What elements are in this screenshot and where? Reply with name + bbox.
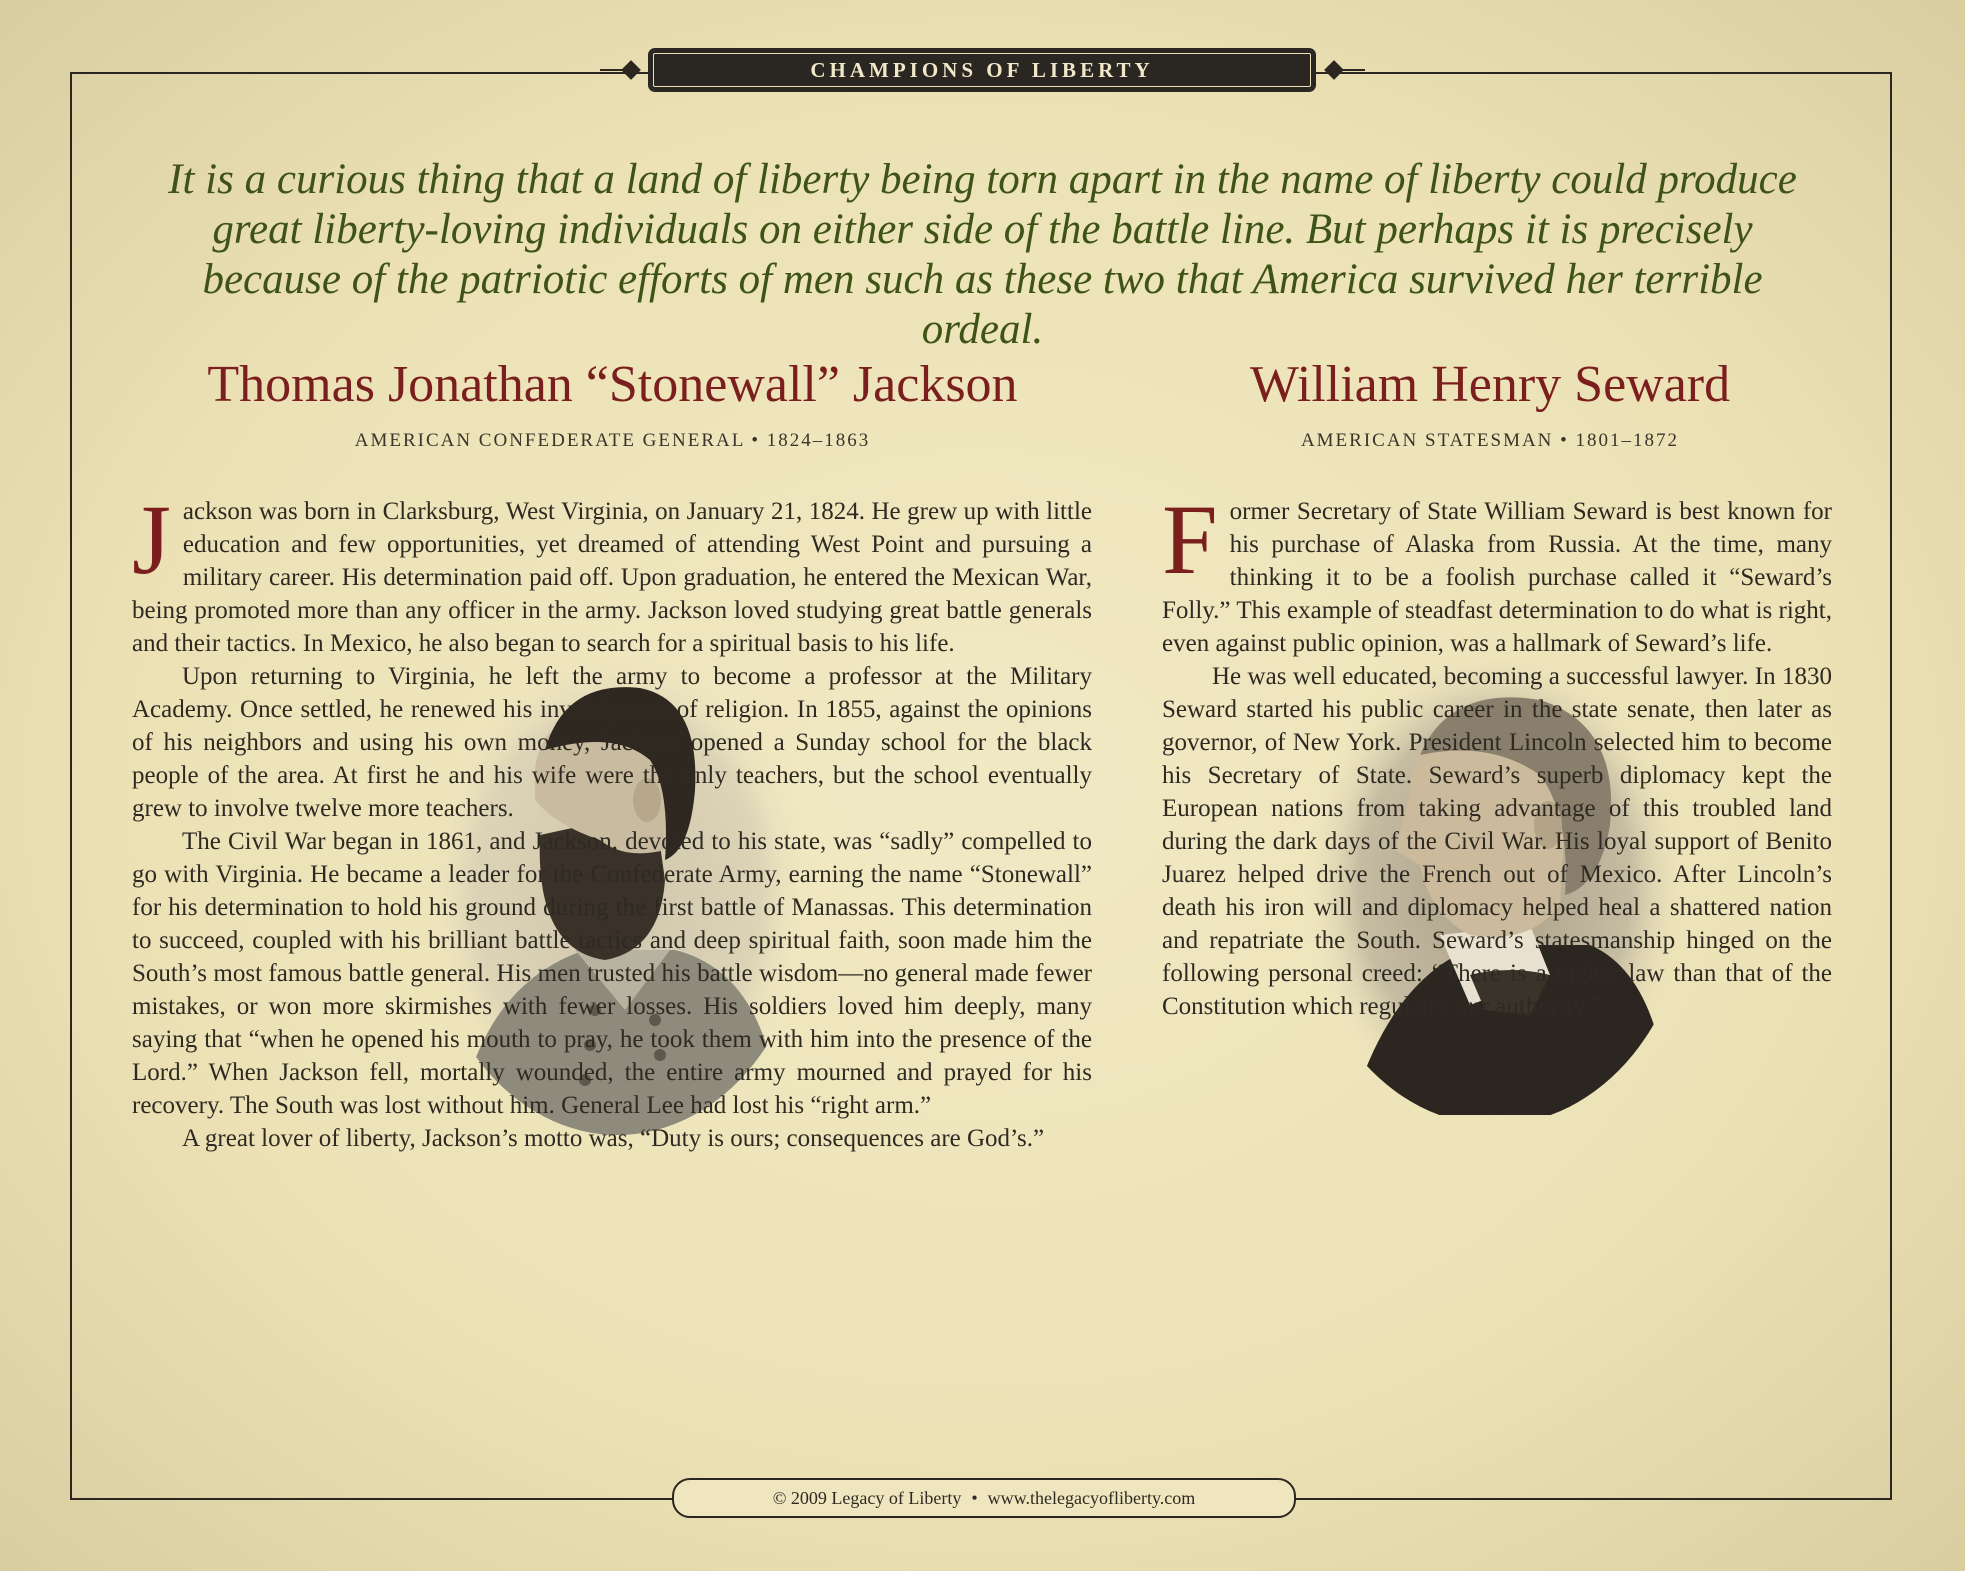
banner-rule-right (1325, 69, 1365, 71)
footer (672, 1478, 1296, 1518)
copyright: © 2009 Legacy of Liberty (772, 1487, 962, 1508)
header-banner (600, 48, 1365, 92)
footer-separator: • (971, 1487, 978, 1508)
banner-plate (648, 48, 1316, 92)
jackson-paragraph-4: A great lover of liberty, Jackson’s motto was, “Duty is ours; consequences are God’s.” (182, 1125, 1045, 1152)
intro-quote: It is a curious thing that a land of liberty being torn apart in the name of liberty could produce great liberty-loving individuals on either side of the battle line. But perhaps it is precisely because of the patriotic efforts of men such as these two that America survived her terrible ordeal. (168, 156, 1797, 353)
seward-subtitle: AMERICAN STATESMAN • 1801–1872 (1300, 430, 1680, 451)
jackson-biography (132, 484, 1092, 1155)
seward-paragraph-2: He was well educated, becoming a successful lawyer. In 1830 Seward started his public career in the state senate, then later as governor, of New York. President Lincoln selected him to become his Secretary of State. Seward’s superb diplomacy kept the European nations from taking advantage of this troubled land during the dark days of the Civil War. His loyal support of Benito Juarez helped drive the French out of Mexico. After Lincoln’s death his iron will and diplomacy helped heal a shattered nation and repatriate the South. Seward’s statesmanship hinged on the following personal creed: “There is a higher law than that of the Constitution which regulates our authority.” (1162, 663, 1832, 1020)
diamond-ornament-icon (621, 60, 641, 80)
seward-paragraph-1 (1162, 484, 1833, 660)
seward-paragraph-1-text: ormer Secretary of State William Seward is best known for his purchase of Alaska from Russia. At the time, many thinking it to be a foolish purchase called it “Seward’s Folly.” This example of steadfast determination to do what is right, even against public opinion, was a hallmark of Seward’s life. (1162, 498, 1833, 657)
website-link[interactable]: www.thelegacyofliberty.com (987, 1487, 1196, 1508)
jackson-paragraph-3: The Civil War began in 1861, and Jackson, devoted to his state, was “sadly” compelled to go with Virginia. He became a leader for the Confederate Army, earning the name “Stonewall” for his determination to hold his ground during the first battle of Manassas. This determination to succeed, coupled with his brilliant battle tactics and deep spiritual faith, soon made him the South’s most famous battle general. His men trusted his battle wisdom—no general made fewer mistakes, or won more skirmishes with fewer losses. His soldiers loved him deeply, many saying that “when he opened his mouth to pray, he took them with him into the presence of the Lord.” When Jackson fell, mortally wounded, the entire army mourned and prayed for his recovery. The South was lost without him. General Lee had lost his “right arm.” (132, 828, 1092, 1119)
seward-name: William Henry Seward (1249, 356, 1731, 413)
page-title: CHAMPIONS OF LIBERTY (810, 57, 1154, 82)
jackson-paragraph-1 (132, 484, 1092, 660)
seward-biography (1162, 484, 1833, 1023)
seward-dropcap: F (1162, 484, 1218, 595)
jackson-subtitle: AMERICAN CONFEDERATE GENERAL • 1824–1863 (354, 430, 871, 451)
jackson-dropcap: J (132, 484, 171, 595)
jackson-name: Thomas Jonathan “Stonewall” Jackson (207, 356, 1018, 413)
jackson-paragraph-2: Upon returning to Virginia, he left the army to become a professor at the Military Academy. Once settled, he renewed his investigation of religion. In 1855, against the opinions of his neighbors and using his own money, Jackson opened a Sunday school for the black people of the area. At first he and his wife were the only teachers, but the school eventually grew to involve twelve more teachers. (132, 663, 1092, 822)
footer-plate (672, 1478, 1292, 1516)
jackson-paragraph-1-text: ackson was born in Clarksburg, West Virginia, on January 21, 1824. He grew up with little education and few opportunities, yet dreamed of attending West Point and pursuing a military career. His determination paid off. Upon graduation, he entered the Mexican War, being promoted more than any officer in the army. Jackson loved studying great battle generals and their tactics. In Mexico, he also began to search for a spiritual basis to his life. (132, 498, 1092, 657)
